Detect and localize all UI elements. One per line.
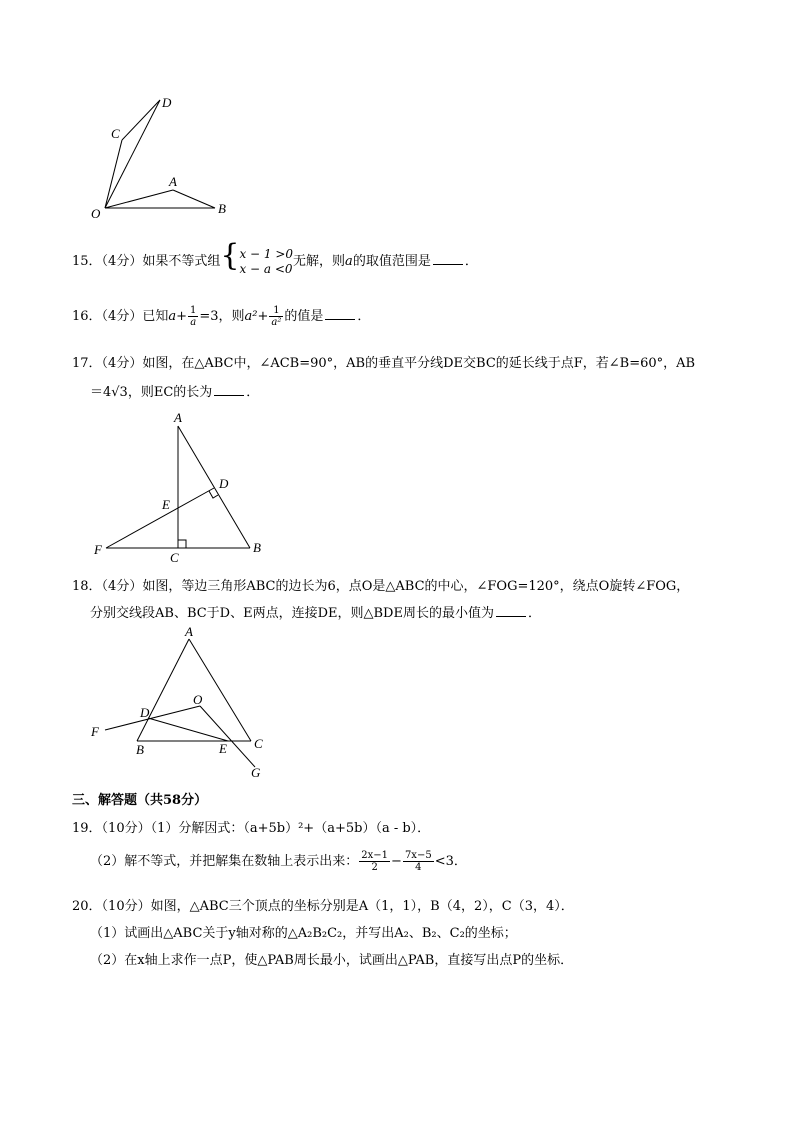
- q17-end: ．: [246, 385, 260, 400]
- inequality-system: [239, 247, 293, 277]
- label-F: F: [91, 724, 99, 739]
- q16-end: ．: [357, 309, 371, 324]
- fraction-1-over-a: [188, 305, 198, 328]
- q16-expr1: a+: [168, 309, 187, 324]
- label-E: E: [219, 741, 227, 756]
- question-20-part1: （1）试画出△ABC关于y轴对称的△A₂B₂C₂，并写出A₂、B₂、C₂的坐标；: [90, 926, 517, 941]
- brace-icon: {: [220, 238, 240, 273]
- q18-text1: 如图，等边三角形ABC的边长为6，点O是△ABC的中心，∠FOG=120°，绕点O旋转∠FOG，: [142, 579, 690, 594]
- question-17-line2: [90, 381, 259, 400]
- frac-num: 1: [269, 305, 283, 317]
- figure-right-triangle: [88, 408, 278, 568]
- frac-num: 2x−1: [361, 850, 389, 861]
- q20-score: （10分）: [101, 899, 151, 914]
- q20-number: 20．: [72, 899, 102, 914]
- question-19-line1: [72, 817, 430, 836]
- q15-number: 15．: [72, 254, 102, 269]
- q19-part2: （2）解不等式，并把解集在数轴上表示出来：: [90, 854, 359, 869]
- question-15: [72, 238, 478, 277]
- frac-den: 2: [371, 862, 378, 873]
- answer-blank: [433, 252, 463, 265]
- question-18-line1: [72, 575, 689, 594]
- question-17-line1: [72, 352, 695, 371]
- label-B: B: [218, 201, 226, 216]
- section-heading: 三、解答题（共58分）: [72, 793, 208, 808]
- q18-text2: 分别交线段AB、BC于D、E两点，连接DE，则△BDE周长的最小值为: [90, 606, 494, 621]
- q17-score: （4分）: [101, 356, 143, 371]
- q17-text1: 如图，在△ABC中，∠ACB=90°，AB的垂直平分线DE交BC的延长线于点F，若∠B=60°，AB: [142, 356, 696, 371]
- label-A: A: [174, 410, 182, 425]
- q18-number: 18．: [72, 579, 102, 594]
- q16-number: 16．: [72, 309, 102, 324]
- label-A: A: [185, 624, 193, 639]
- fraction-2x-1-over-2: [359, 850, 390, 873]
- frac-den: 4: [415, 862, 422, 873]
- answer-blank: [214, 383, 244, 396]
- q15-text2: 无解，则: [293, 254, 346, 269]
- frac-den: a²: [271, 317, 282, 328]
- label-F: F: [94, 542, 102, 557]
- label-O: O: [193, 692, 203, 707]
- q16-expr2: a²+: [244, 309, 269, 324]
- minus-sign: −: [391, 854, 402, 869]
- q16-score: （4分）: [101, 309, 143, 324]
- question-18-line2: [90, 602, 541, 621]
- frac-den: a: [190, 317, 197, 328]
- label-E: E: [162, 497, 170, 512]
- ineq-1: x − 1 >0: [239, 246, 294, 261]
- q15-score: （4分）: [101, 254, 143, 269]
- label-B: B: [136, 742, 144, 757]
- q15-text3: 的取值范围是: [352, 254, 431, 269]
- q16-eq: =3，则: [199, 309, 245, 324]
- q19-number: 19．: [72, 821, 102, 836]
- label-B: B: [253, 540, 261, 555]
- q20-text1: 如图，△ABC三个顶点的坐标分别是A（1，1），B（4，2），C（3，4）．: [150, 899, 574, 914]
- label-D: D: [140, 705, 150, 720]
- q18-end: ．: [527, 606, 541, 621]
- question-20-line1: [72, 895, 574, 914]
- label-D: D: [219, 476, 229, 491]
- question-16: [72, 305, 370, 328]
- label-C: C: [170, 550, 179, 565]
- label-O: O: [91, 206, 101, 221]
- fraction-7x-5-over-4: [403, 850, 434, 873]
- label-C: C: [111, 126, 120, 141]
- label-G: G: [251, 765, 261, 780]
- fraction-1-over-a2: [269, 305, 283, 328]
- figure-angle-o: [80, 90, 240, 230]
- figure-equilateral-triangle: [85, 624, 275, 784]
- q15-text1: 如果不等式组: [142, 254, 221, 269]
- ineq-2: x − a <0: [239, 261, 293, 276]
- label-C: C: [254, 736, 263, 751]
- q17-text2: ＝4√3，则EC的长为: [90, 385, 213, 400]
- question-20-part2: （2）在x轴上求作一点P，使△PAB周长最小，试画出△PAB，直接写出点P的坐标．: [90, 953, 574, 968]
- label-D: D: [162, 95, 172, 110]
- frac-num: 1: [190, 305, 197, 316]
- question-19-line2: [90, 850, 467, 873]
- q19-end: <3．: [434, 854, 467, 869]
- q17-number: 17．: [72, 356, 102, 371]
- q16-text2: 的值是: [284, 309, 324, 324]
- q15-var: a: [345, 254, 353, 269]
- q16-text1: 已知: [142, 309, 169, 324]
- frac-num: 7x−5: [404, 850, 432, 861]
- q15-end: ．: [464, 254, 478, 269]
- label-A: A: [169, 174, 177, 189]
- answer-blank: [496, 604, 526, 617]
- q19-score: （10分）: [101, 821, 151, 836]
- answer-blank: [325, 307, 355, 320]
- q18-score: （4分）: [101, 579, 143, 594]
- q19-part1: （1）分解因式：（a+5b）²+（a+5b）（a - b）．: [150, 821, 431, 836]
